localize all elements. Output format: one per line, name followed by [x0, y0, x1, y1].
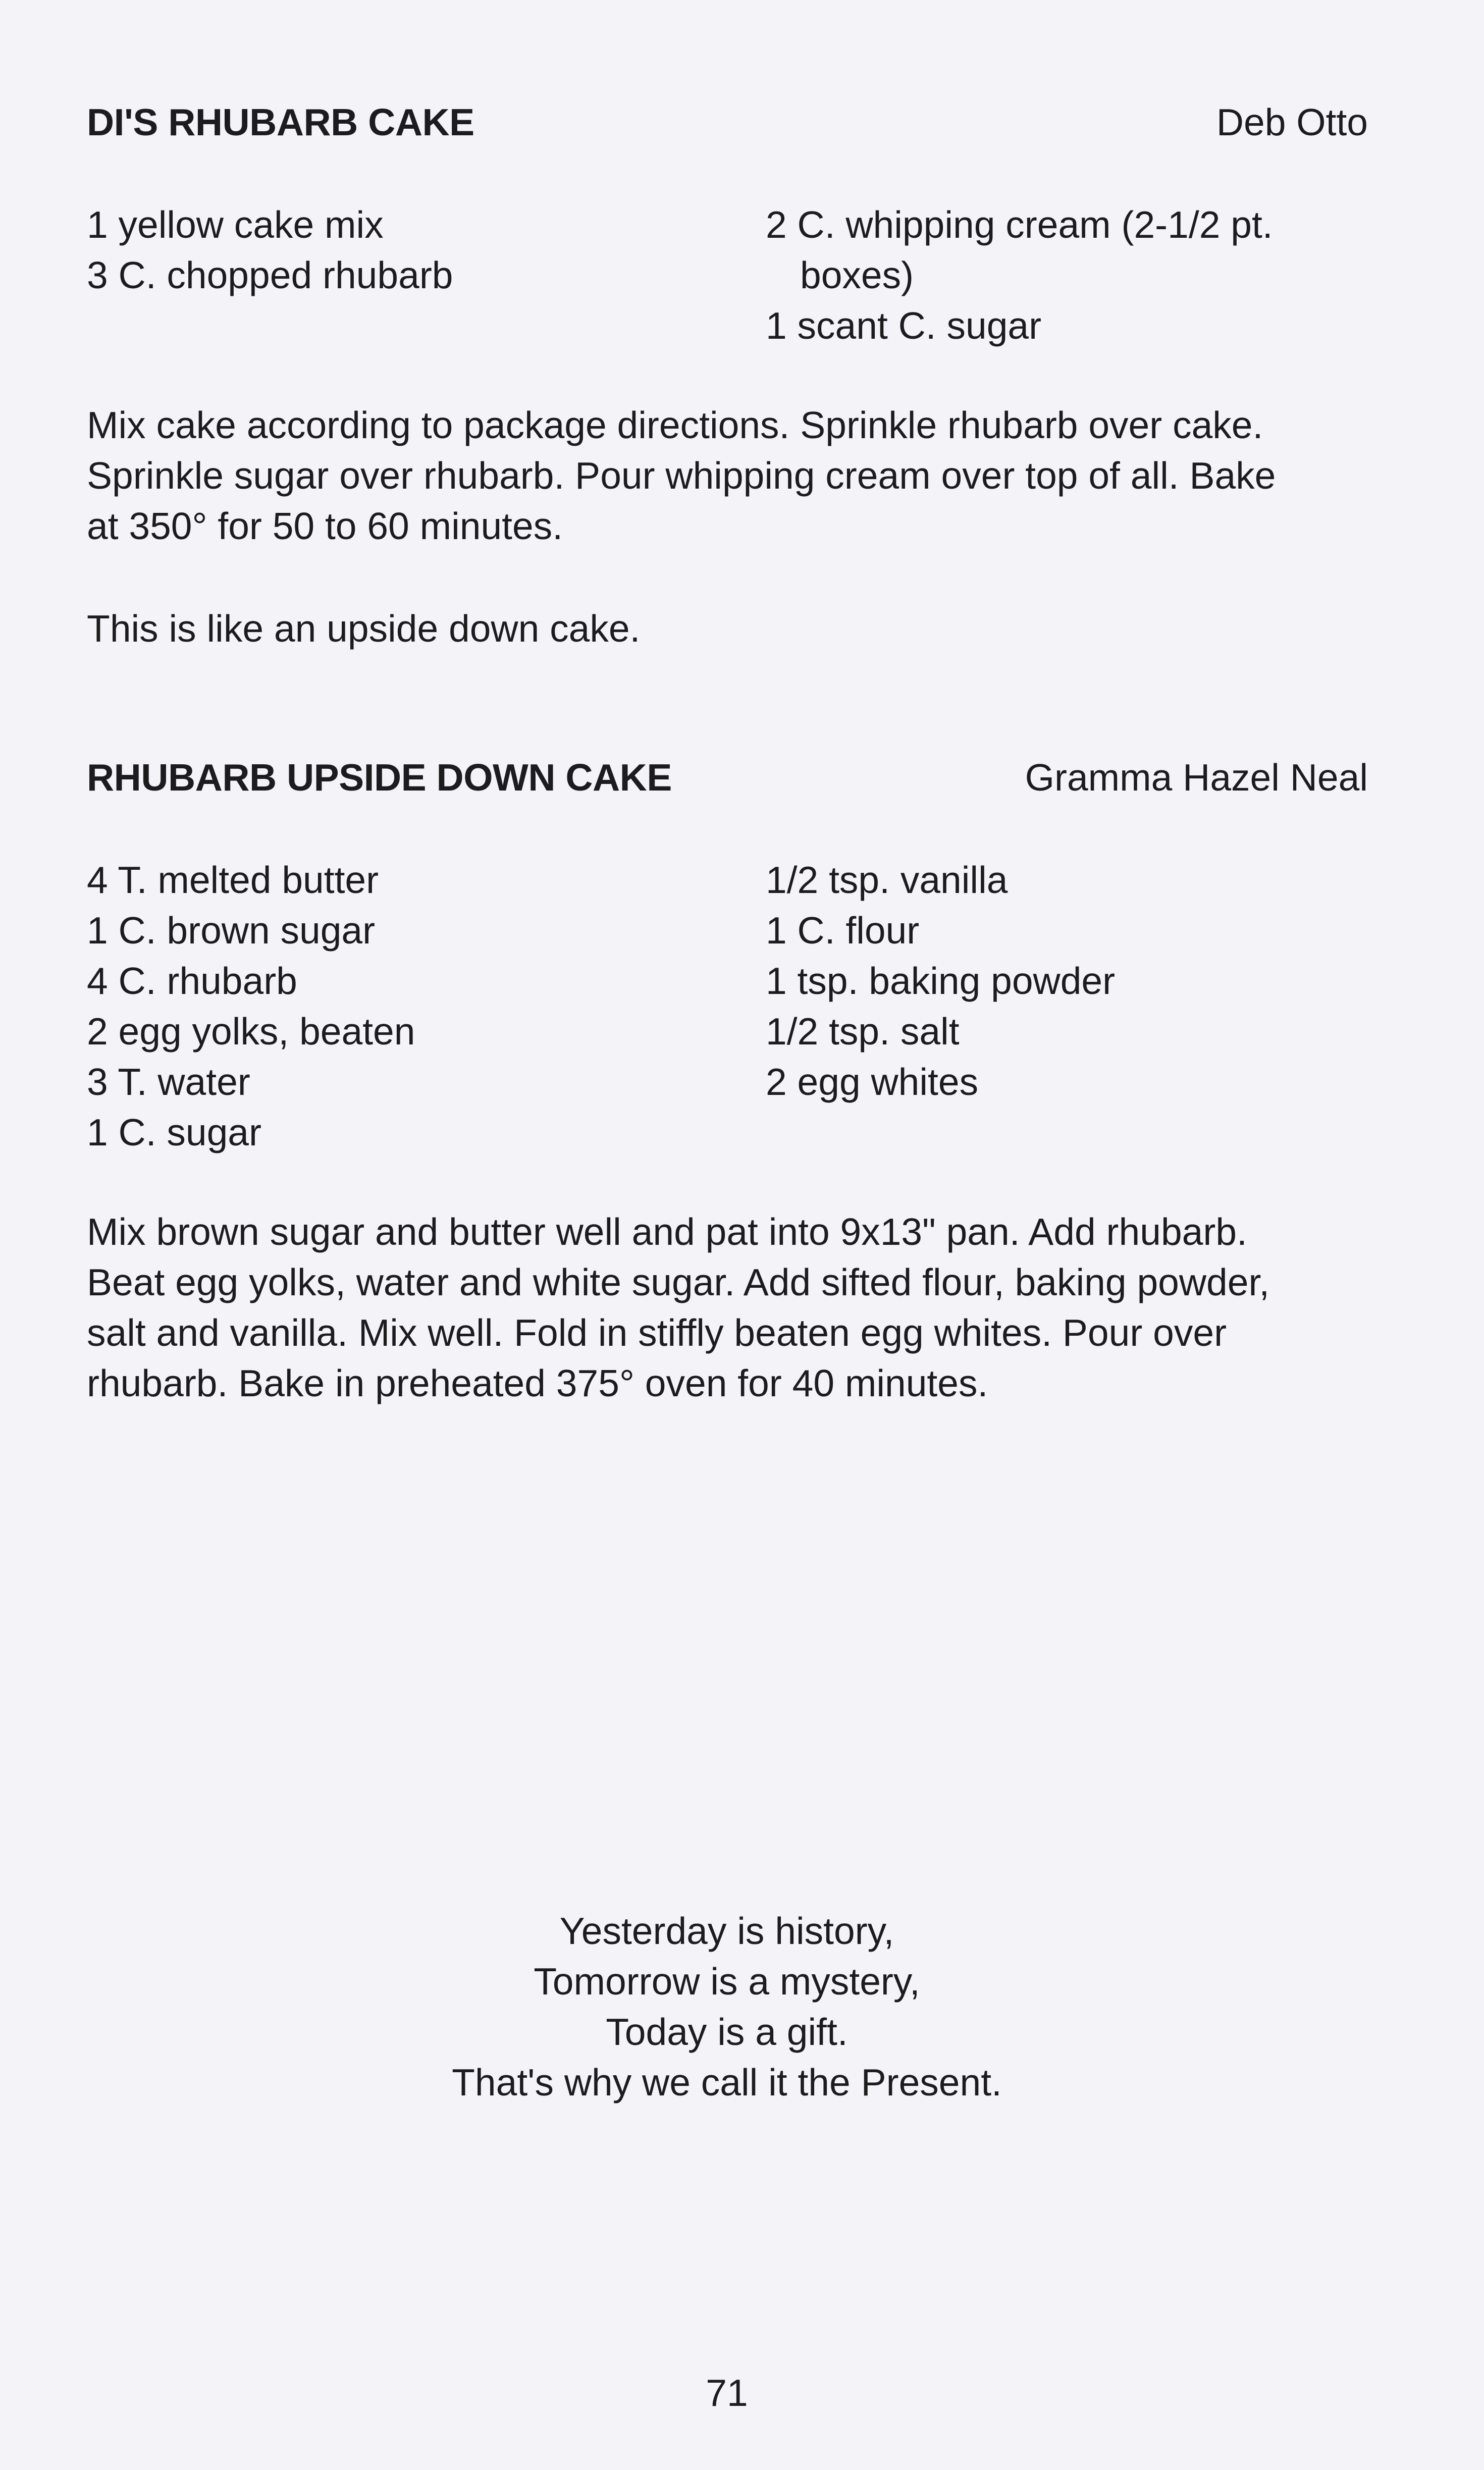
recipe2-ingredients-left	[87, 855, 743, 1158]
ingredient-line: 1 scant C. sugar	[766, 304, 1042, 347]
page-number: 71	[706, 2372, 748, 2414]
directions-line: Mix cake according to package directions. Sprinkle rhubarb over cake.	[87, 404, 1263, 446]
recipe1-ingredients-left	[87, 199, 743, 300]
recipe1-ingredients-right	[766, 199, 1371, 351]
ingredient-line: 2 C. whipping cream (2-1/2 pt.	[766, 203, 1273, 246]
recipe1-title: DI'S RHUBARB CAKE	[87, 101, 474, 143]
quote-line: That's why we call it the Present.	[452, 2061, 1002, 2104]
recipe1-note	[87, 603, 1369, 654]
directions-line: at 350° for 50 to 60 minutes.	[87, 505, 563, 547]
ingredient-line: 1 tsp. baking powder	[766, 960, 1116, 1002]
directions-line: rhubarb. Bake in preheated 375° oven for 40 minutes.	[87, 1362, 988, 1404]
ingredient-line: 1 C. flour	[766, 909, 920, 952]
ingredient-line: 3 C. chopped rhubarb	[87, 254, 453, 296]
recipe1-header	[87, 97, 1368, 147]
quote-line: Yesterday is history,	[559, 1910, 894, 1952]
recipe1-author: Deb Otto	[1216, 101, 1368, 143]
ingredient-line: 2 egg whites	[766, 1061, 979, 1103]
ingredient-line: 1/2 tsp. salt	[766, 1010, 960, 1053]
ingredient-line: 4 T. melted butter	[87, 859, 379, 901]
recipe2-ingredients-right	[766, 855, 1371, 1107]
ingredient-line: 1 yellow cake mix	[87, 203, 384, 246]
directions-line: Beat egg yolks, water and white sugar. Add sifted flour, baking powder,	[87, 1261, 1270, 1303]
closing-quote	[0, 1906, 1454, 2108]
note-line: This is like an upside down cake.	[87, 607, 641, 650]
ingredient-line: boxes)	[800, 254, 914, 296]
directions-line: Mix brown sugar and butter well and pat into 9x13" pan. Add rhubarb.	[87, 1211, 1247, 1253]
quote-line: Today is a gift.	[606, 2011, 848, 2053]
ingredient-line: 3 T. water	[87, 1061, 250, 1103]
recipe2-author: Gramma Hazel Neal	[1025, 756, 1368, 799]
recipe1-directions	[87, 400, 1369, 551]
ingredient-line: 2 egg yolks, beaten	[87, 1010, 415, 1053]
directions-line: salt and vanilla. Mix well. Fold in stiffly beaten egg whites. Pour over	[87, 1311, 1227, 1354]
quote-line: Tomorrow is a mystery,	[534, 1960, 920, 2003]
ingredient-line: 4 C. rhubarb	[87, 960, 297, 1002]
recipe2-directions	[87, 1206, 1369, 1408]
ingredient-line: 1/2 tsp. vanilla	[766, 859, 1008, 901]
ingredient-line: 1 C. brown sugar	[87, 909, 376, 952]
recipe2-header	[87, 752, 1368, 803]
ingredient-line: 1 C. sugar	[87, 1111, 261, 1153]
directions-line: Sprinkle sugar over rhubarb. Pour whipping cream over top of all. Bake	[87, 454, 1276, 497]
recipe2-title: RHUBARB UPSIDE DOWN CAKE	[87, 756, 672, 799]
